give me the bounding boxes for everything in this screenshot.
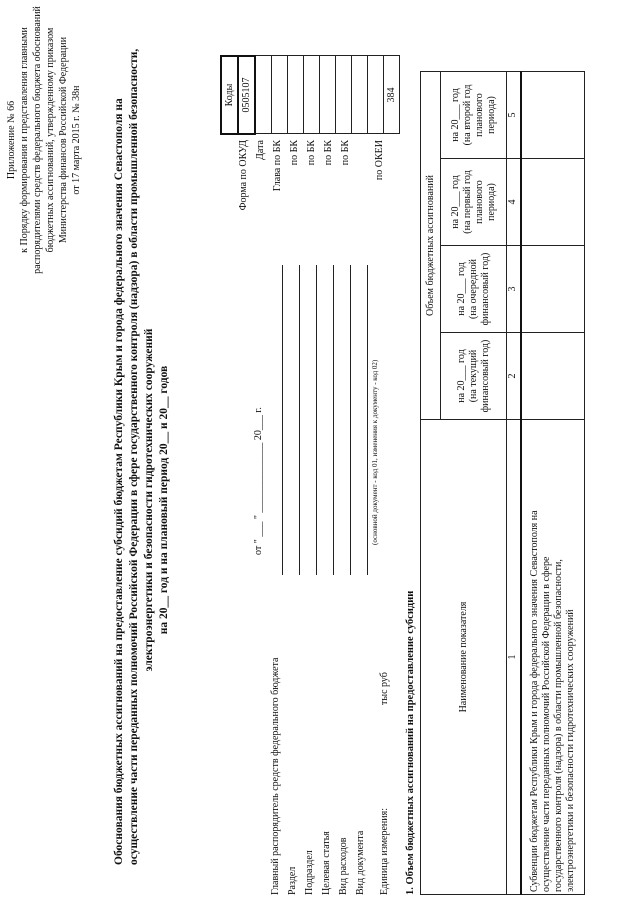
podrazdel-code-cell[interactable] (304, 56, 320, 134)
num-cell: 3 (507, 246, 521, 333)
group-header: Объем бюджетных ассигнований (421, 72, 441, 420)
col4-line: на 20___ год (449, 175, 461, 229)
okei-label: по ОКЕИ (374, 140, 385, 181)
value-cell-current[interactable] (521, 333, 585, 420)
appendix-line: к Порядку формирования и представления главными (19, 27, 30, 253)
date-label: Дата (255, 140, 266, 160)
appendix-line: бюджетных ассигнований, утвержденному приказом (45, 27, 56, 253)
col2-line: на 20___ год (455, 349, 467, 403)
col4-line: планового (473, 180, 485, 224)
vid-rashodov-code-cell[interactable] (336, 56, 352, 134)
col5-line: планового (473, 93, 485, 137)
appendix-note (5, 5, 83, 275)
num-cell: 2 (507, 333, 521, 420)
col-name-header: Наименование показателя (421, 420, 507, 895)
doc-hint: (основной документ - код 01, изменения к документу - код 02) (371, 359, 379, 545)
podrazdel-line[interactable] (316, 265, 317, 575)
section-title: 1. Объем бюджетных ассигнований на предоставление субсидии (405, 590, 416, 895)
row-text-line: электроэнергетики и безопасности гидротехнических сооружений (564, 609, 576, 892)
col4-line: периода) (485, 183, 497, 221)
razdel-line[interactable] (299, 265, 300, 575)
title-line: осуществление части переданных полномочий Российской Федерации в сфере государственного контроля (надзора) в области промышленной безопасности, (128, 48, 140, 865)
value-cell-plan2[interactable] (521, 72, 585, 159)
appendix-line: от 17 марта 2015 г. № 38н (71, 85, 82, 195)
unit-label: Единица измерения: (379, 808, 390, 895)
col3-line: на 20___ год (455, 262, 467, 316)
vid-rashodov-bk-label: по БК (340, 140, 351, 166)
okud-label: Форма по ОКУД (238, 140, 249, 211)
num-cell: 1 (507, 420, 521, 895)
col-plan-year1-header (441, 159, 507, 246)
vid-rashodov-line[interactable] (350, 265, 351, 575)
date-code-cell[interactable] (255, 56, 272, 134)
field-podrazdel: Подраздел (304, 850, 315, 895)
col4-line: (на первый год (461, 170, 473, 234)
date-field[interactable]: от " ___ " ______________ 20___ г. (253, 407, 264, 555)
col3-line: финансовый год) (479, 252, 491, 326)
vid-dokumenta-line[interactable] (367, 265, 368, 575)
celevaya-code-cell[interactable] (320, 56, 336, 134)
field-razdel: Раздел (287, 866, 298, 895)
celevaya-bk-label: по БК (323, 140, 334, 166)
value-cell-plan1[interactable] (521, 159, 585, 246)
col5-line: периода) (485, 96, 497, 134)
title-line: электроэнергетики и безопасности гидротехнических сооружений (143, 328, 155, 672)
title-line: Обоснования бюджетных ассигнований на предоставление субсидий бюджетам Республики Крым и города федерального значения Севастополя на (113, 98, 125, 865)
col-next-year-header (441, 246, 507, 333)
glava-label: Глава по БК (272, 140, 283, 192)
field-celevaya-statya: Целевая статья (321, 831, 332, 895)
row-text-line: государственного контроля (надзора) в области промышленной безопасности, (552, 559, 564, 892)
field-vid-dokumenta: Вид документа (355, 830, 366, 895)
value-cell-next[interactable] (521, 246, 585, 333)
appendix-line: распорядителями средств федерального бюджета обоснований (32, 6, 43, 274)
field-vid-rashodov: Вид расходов (338, 837, 349, 895)
celevaya-statya-line[interactable] (333, 265, 334, 575)
col-plan-year2-header (441, 72, 507, 159)
row-name-cell (521, 420, 585, 895)
codes-header: Коды (221, 56, 238, 134)
field-glavny-rasporyaditel: Главный распорядитель средств федерального бюджета (270, 657, 281, 895)
col2-line: финансовый год) (479, 339, 491, 413)
allocation-table (420, 71, 585, 895)
num-cell: 5 (507, 72, 521, 159)
title-line: на 20__ год и на плановый период 20__ и 20__ годов (158, 365, 170, 635)
spacer-code-cell (368, 56, 384, 134)
unit-value: тыс руб (379, 672, 390, 705)
num-cell: 4 (507, 159, 521, 246)
appendix-line: Приложение № 66 (6, 100, 17, 180)
glavny-rasporyaditel-line[interactable] (282, 265, 283, 575)
col-current-year-header (441, 333, 507, 420)
razdel-bk-label: по БК (289, 140, 300, 166)
razdel-code-cell[interactable] (288, 56, 304, 134)
glava-code-cell[interactable] (272, 56, 288, 134)
codes-table (220, 55, 400, 135)
col5-line: (на второй год (461, 84, 473, 146)
row-text-line: осуществление части переданных полномочий Российской Федерации в сфере (540, 556, 552, 892)
col3-line: (на очередной (467, 259, 479, 319)
appendix-line: Министерства финансов Российской Федерации (58, 36, 69, 244)
document-title (112, 48, 172, 865)
okei-code-cell[interactable]: 384 (384, 56, 400, 134)
col5-line: на 20___ год (449, 88, 461, 142)
podrazdel-bk-label: по БК (306, 140, 317, 166)
vid-doc-code-cell[interactable] (352, 56, 368, 134)
row-text-line: Субвенции бюджетам Республики Крым и города федерального значения Севастополя на (528, 510, 540, 892)
col2-line: (на текущий (467, 349, 479, 403)
okud-code-cell[interactable]: 0505107 (238, 56, 255, 134)
